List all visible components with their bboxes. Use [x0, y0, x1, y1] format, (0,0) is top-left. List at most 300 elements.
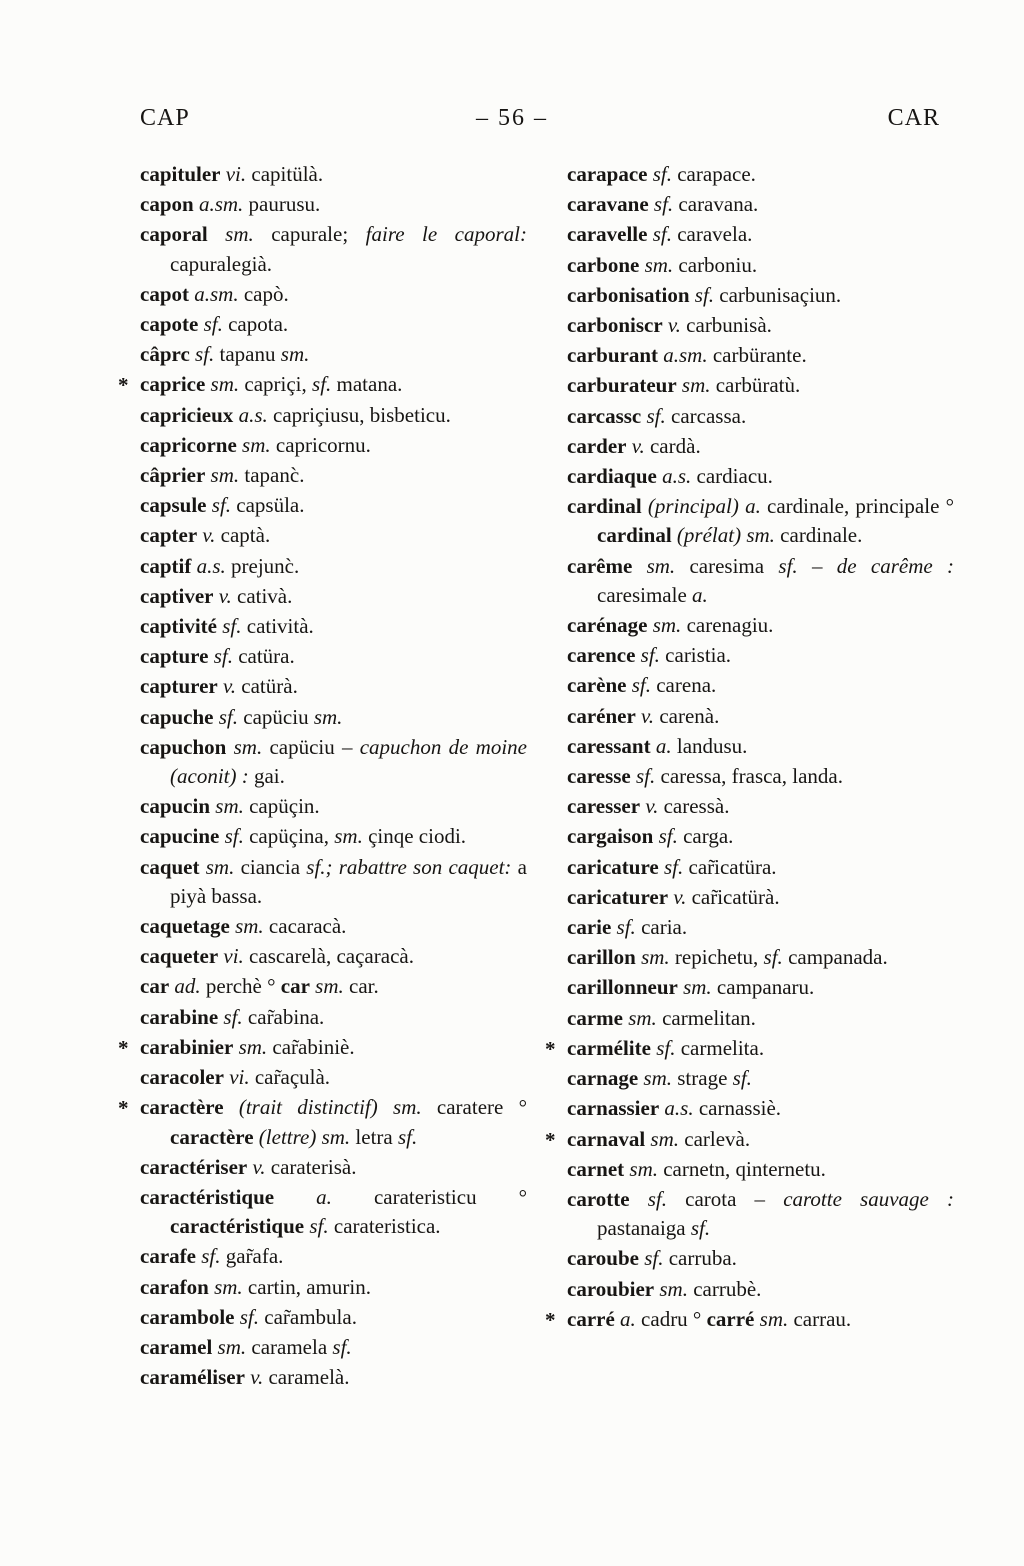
translation-text: catività. — [241, 614, 314, 639]
grammar-abbrev: a.sm. — [658, 343, 708, 368]
dictionary-entry — [140, 972, 527, 1001]
headword: captif — [140, 553, 192, 578]
headword: carnassier — [567, 1096, 660, 1121]
dictionary-entry — [567, 281, 954, 310]
headword: caresser — [567, 794, 641, 819]
headword: carmélite — [567, 1035, 651, 1060]
translation-text: paurusu. — [243, 192, 321, 217]
grammar-abbrev: v. — [635, 703, 655, 728]
dictionary-entry — [567, 792, 954, 821]
dictionary-entry — [567, 973, 954, 1002]
translation-text: repichetu, — [669, 945, 764, 970]
dictionary-entry — [567, 1185, 954, 1243]
grammar-abbrev: v. — [247, 1154, 266, 1179]
headword: capucin — [140, 794, 211, 819]
headword: capituler — [140, 162, 221, 186]
headword: capricorne — [140, 432, 237, 457]
grammar-abbrev: vi. — [223, 1065, 250, 1090]
grammar-abbrev: sf. — [650, 1035, 676, 1060]
headword: capuchon — [140, 734, 227, 759]
translation-text: carateristicu ° — [331, 1184, 528, 1209]
grammar-abbrev: a.s. — [656, 464, 692, 489]
dictionary-entry — [567, 341, 954, 370]
translation-text: tapanu — [214, 342, 281, 367]
translation-text: carapace. — [671, 162, 756, 186]
grammar-abbrev: sf. — [208, 644, 233, 669]
dictionary-entry — [567, 732, 954, 761]
translation-text: car̃abina. — [242, 1004, 325, 1029]
headword: caramel — [140, 1334, 213, 1359]
translation-text: car̃açulà. — [249, 1065, 331, 1090]
headword: cardiaque — [567, 464, 657, 489]
dictionary-entry — [545, 1305, 954, 1334]
grammar-abbrev: sm. — [654, 1276, 688, 1301]
translation-text: car̃icatürà. — [686, 884, 780, 909]
dictionary-entry — [140, 1183, 527, 1241]
translation-text: cartin, amurin. — [242, 1274, 371, 1299]
dictionary-entry — [118, 370, 527, 399]
dictionary-entry — [140, 1003, 527, 1032]
headword: caréner — [567, 703, 636, 728]
grammar-abbrev: sf. — [189, 342, 215, 367]
grammar-abbrev: sm. — [647, 613, 682, 638]
dictionary-entry — [140, 340, 527, 369]
headword: carré — [567, 1306, 615, 1331]
dictionary-entry — [567, 402, 954, 431]
grammar-abbrev: sf. — [304, 1214, 329, 1239]
translation-text: cacaracà. — [263, 914, 347, 939]
headword: carbone — [567, 252, 640, 277]
headword: carotte — [567, 1186, 630, 1211]
dictionary-entry — [567, 641, 954, 670]
headword: capturer — [140, 674, 218, 699]
grammar-abbrev: de carême : — [836, 553, 954, 578]
headword: caractériser — [140, 1154, 248, 1179]
dictionary-entry — [567, 462, 954, 491]
translation-text: cadru ° — [635, 1306, 707, 1331]
translation-text: prejunc̀. — [225, 553, 300, 578]
translation-text: carbunisà. — [680, 313, 772, 338]
grammar-abbrev: sf. — [763, 945, 783, 970]
translation-text: carbunisaçiun. — [714, 282, 842, 307]
dictionary-entry — [567, 1244, 954, 1273]
grammar-abbrev: (lettre) sm. — [253, 1124, 351, 1149]
translation-text: matana. — [331, 372, 403, 397]
grammar-abbrev: v. — [626, 433, 645, 458]
headword: carie — [567, 915, 612, 940]
grammar-abbrev: sf. — [641, 403, 666, 428]
grammar-abbrev: sf. — [648, 192, 674, 217]
grammar-abbrev: sm. — [226, 734, 263, 759]
grammar-abbrev: sf. — [626, 673, 651, 698]
dictionary-entry — [567, 853, 954, 882]
translation-text: captà. — [215, 523, 271, 548]
dictionary-entry — [567, 251, 954, 280]
headword: caravane — [567, 192, 649, 217]
grammar-abbrev: sf. — [397, 1124, 418, 1149]
headword: caporal — [140, 222, 208, 247]
translation-text: caressà. — [658, 794, 730, 819]
dictionary-entry — [567, 1275, 954, 1304]
dictionary-entry — [567, 702, 954, 731]
dictionary-entry — [567, 1064, 954, 1093]
headword: caroubier — [567, 1276, 655, 1301]
page-number: – 56 – — [476, 105, 548, 131]
translation-text: caravela. — [671, 222, 753, 247]
grammar-abbrev: sf. — [778, 553, 798, 578]
translation-text: a piyà bassa. — [170, 854, 527, 908]
translation-text: carateristica. — [328, 1214, 441, 1239]
grammar-abbrev: sm. — [313, 704, 343, 729]
header-guide-word-right: CAR — [887, 105, 940, 131]
grammar-abbrev: sm. — [638, 1066, 672, 1091]
headword: carène — [567, 673, 627, 698]
translation-text: capota. — [222, 312, 289, 337]
translation-text: capitülà. — [246, 162, 324, 186]
grammar-abbrev: sf. — [611, 915, 636, 940]
grammar-abbrev: sf. — [630, 764, 656, 789]
headword: caracoler — [140, 1065, 224, 1090]
grammar-abbrev: v. — [217, 674, 237, 699]
text-columns — [0, 132, 1024, 1393]
grammar-abbrev: sf. — [195, 1244, 221, 1269]
dictionary-entry — [140, 1242, 527, 1271]
headword: caprice — [140, 372, 206, 397]
translation-text: pastanaiga — [597, 1216, 691, 1241]
dictionary-entry — [140, 310, 527, 339]
headword: caqueter — [140, 944, 219, 969]
translation-text: carmelitan. — [656, 1005, 756, 1030]
headword: carafon — [140, 1274, 209, 1299]
dictionary-entry — [140, 642, 527, 671]
translation-text: caratere ° — [421, 1095, 527, 1120]
translation-text: cardà. — [644, 433, 701, 458]
grammar-abbrev: sm. — [210, 794, 244, 819]
translation-text: carga. — [677, 824, 734, 849]
grammar-abbrev: sf. — [206, 493, 232, 518]
translation-text: caravana. — [673, 192, 759, 217]
headword: carnet — [567, 1156, 625, 1181]
dictionary-entry — [140, 1303, 527, 1332]
dictionary-entry — [140, 1363, 527, 1392]
grammar-abbrev: sm. — [334, 824, 363, 849]
headword: caravelle — [567, 222, 648, 247]
grammar-abbrev: sm. — [754, 1306, 789, 1331]
translation-text: letra — [350, 1124, 398, 1149]
grammar-abbrev: sf. — [635, 643, 660, 668]
translation-text: carnetn, qinternetu. — [657, 1156, 826, 1181]
translation-text: carmelita. — [675, 1035, 765, 1060]
headword: carillonneur — [567, 975, 678, 1000]
headword: carnaval — [567, 1126, 646, 1151]
dictionary-entry — [140, 521, 527, 550]
grammar-abbrev: sf. — [219, 824, 244, 849]
grammar-abbrev: a.s. — [233, 402, 268, 427]
headword: capon — [140, 192, 194, 217]
grammar-abbrev: sf. — [234, 1304, 259, 1329]
grammar-abbrev: sm. — [212, 1334, 247, 1359]
translation-text: caramelà. — [263, 1365, 350, 1390]
grammar-abbrev: a. — [650, 733, 672, 758]
grammar-abbrev: sm. — [635, 945, 670, 970]
translation-text: car̃ambula. — [259, 1304, 357, 1329]
headword: carambole — [140, 1304, 235, 1329]
dictionary-entry — [140, 672, 527, 701]
translation-text: caraterisà. — [265, 1154, 357, 1179]
dictionary-entry — [118, 1033, 527, 1062]
translation-text: caresimale — [597, 582, 693, 607]
dictionary-entry — [567, 552, 954, 610]
translation-text: cascarelà, caçaracà. — [243, 944, 414, 969]
translation-text: – — [797, 553, 837, 578]
dictionary-entry — [140, 1063, 527, 1092]
translation-text: carenà. — [654, 703, 720, 728]
dictionary-entry — [567, 822, 954, 851]
dictionary-entry — [567, 492, 954, 550]
grammar-abbrev: v. — [197, 523, 216, 548]
grammar-abbrev: sm. — [645, 1126, 679, 1151]
grammar-abbrev: sm. — [199, 854, 235, 879]
dictionary-entry — [140, 1273, 527, 1302]
headword: captivité — [140, 614, 217, 639]
headword: carme — [567, 1005, 623, 1030]
grammar-abbrev: sf. — [312, 372, 332, 397]
headword: carillon — [567, 945, 636, 970]
translation-text: carena. — [650, 673, 717, 698]
grammar-abbrev: sm. — [280, 342, 310, 367]
dictionary-entry — [567, 371, 954, 400]
dictionary-entry — [567, 913, 954, 942]
translation-text: carrau. — [788, 1306, 852, 1331]
translation-text: gar̃afa. — [220, 1244, 284, 1269]
translation-text: capüciu — [238, 704, 314, 729]
grammar-abbrev: a. — [614, 1306, 636, 1331]
grammar-abbrev: carotte sauvage : — [783, 1186, 954, 1211]
dictionary-entry — [140, 942, 527, 971]
headword: caquetage — [140, 914, 230, 939]
translation-text: caresima — [675, 553, 779, 578]
translation-text: carnassiè. — [693, 1096, 782, 1121]
translation-text: capricornu. — [270, 432, 371, 457]
headword: carboniscr — [567, 313, 663, 338]
dictionary-entry — [140, 733, 527, 791]
grammar-abbrev: sf. — [732, 1066, 752, 1091]
grammar-abbrev: (trait distinctif) sm. — [223, 1095, 422, 1120]
grammar-abbrev: sf. — [647, 162, 672, 186]
dictionary-entry — [140, 280, 527, 309]
headword: captiver — [140, 583, 214, 608]
translation-text: caressa, frasca, landa. — [655, 764, 843, 789]
translation-text: tapanc̀. — [239, 463, 305, 488]
headword: carburant — [567, 343, 658, 368]
dictionary-entry — [567, 1155, 954, 1184]
dictionary-entry — [140, 1333, 527, 1362]
grammar-abbrev: sm. — [639, 252, 674, 277]
translation-text: carbüratù. — [710, 373, 801, 398]
grammar-abbrev: ad. — [169, 974, 201, 999]
grammar-abbrev: sf. — [647, 222, 672, 247]
dictionary-entry — [567, 671, 954, 700]
grammar-abbrev: a.s. — [659, 1096, 694, 1121]
translation-text: car̃icatüra. — [683, 854, 777, 879]
headword: capture — [140, 644, 209, 669]
grammar-abbrev: sm. — [208, 1274, 243, 1299]
headword: carder — [567, 433, 627, 458]
headword: caresse — [567, 764, 631, 789]
grammar-abbrev: sm. — [233, 1034, 268, 1059]
dictionary-entry — [567, 190, 954, 219]
grammar-abbrev: a. — [692, 582, 708, 607]
translation-text: catürà. — [236, 674, 298, 699]
dictionary-entry — [567, 311, 954, 340]
translation-text: capsüla. — [231, 493, 305, 518]
translation-text: cardinale, principale ° — [760, 494, 954, 519]
dictionary-entry — [567, 432, 954, 461]
headword: cardinal — [567, 494, 642, 519]
grammar-abbrev: a. — [274, 1184, 332, 1209]
grammar-abbrev: v. — [662, 313, 681, 338]
grammar-abbrev: sf. — [216, 614, 242, 639]
grammar-abbrev: a.sm. — [193, 192, 244, 217]
translation-text: çinqe ciodi. — [362, 824, 467, 849]
dictionary-entry — [567, 1094, 954, 1123]
grammar-abbrev: sm. — [676, 373, 711, 398]
headword: carabine — [140, 1004, 219, 1029]
headword: capter — [140, 523, 198, 548]
grammar-abbrev: sf. — [658, 854, 684, 879]
grammar-abbrev: vi. — [220, 162, 247, 186]
dictionary-entry — [140, 160, 527, 189]
grammar-abbrev: sf. — [653, 824, 678, 849]
translation-text: cardiacu. — [691, 464, 773, 489]
headword: car — [280, 974, 310, 999]
grammar-abbrev: sm. — [622, 1005, 657, 1030]
dictionary-entry — [140, 582, 527, 611]
grammar-abbrev: (principal) a. — [641, 494, 761, 519]
headword: caroube — [567, 1246, 639, 1271]
translation-text: carcassa. — [665, 403, 747, 428]
headword: capote — [140, 312, 199, 337]
translation-text: caramela — [246, 1334, 333, 1359]
headword: caractéristique — [170, 1214, 305, 1239]
header-guide-word-left: CAP — [140, 105, 190, 131]
headword: carburateur — [567, 373, 677, 398]
translation-text: carruba. — [663, 1246, 737, 1271]
translation-text: capuralegià. — [170, 251, 273, 276]
grammar-abbrev: sf. — [629, 1186, 667, 1211]
grammar-abbrev: sf. — [638, 1246, 664, 1271]
translation-text: catüra. — [232, 644, 295, 669]
headword: caricaturer — [567, 884, 669, 909]
left-column — [118, 160, 528, 1393]
headword: caractère — [140, 1095, 224, 1120]
dictionary-entry — [140, 401, 527, 430]
headword: caressant — [567, 733, 651, 758]
dictionary-entry — [567, 611, 954, 640]
translation-text: cardinale. — [774, 523, 863, 548]
translation-text: capurale; — [253, 222, 366, 247]
asterisk-marker: * — [545, 1127, 556, 1152]
grammar-abbrev: sm. — [677, 975, 712, 1000]
translation-text: carrubè. — [687, 1276, 762, 1301]
dictionary-entry — [545, 1034, 954, 1063]
headword: carapace — [567, 162, 648, 186]
grammar-abbrev: sf. — [689, 282, 715, 307]
dictionary-entry — [140, 220, 527, 278]
translation-text: carlevà. — [679, 1126, 751, 1151]
asterisk-marker: * — [545, 1036, 556, 1061]
headword: caricature — [567, 854, 659, 879]
asterisk-marker: * — [118, 373, 129, 398]
translation-text: carbürante. — [707, 343, 807, 368]
asterisk-marker: * — [545, 1307, 556, 1332]
translation-text: landusu. — [671, 733, 748, 758]
headword: carbonisation — [567, 282, 690, 307]
grammar-abbrev: v. — [213, 583, 232, 608]
dictionary-entry — [545, 1125, 954, 1154]
headword: carré — [706, 1306, 755, 1331]
grammar-abbrev: sf.; rabattre son caquet: — [306, 854, 512, 879]
grammar-abbrev: sf. — [198, 312, 223, 337]
dictionary-entry — [567, 220, 954, 249]
translation-text: capüçin. — [243, 794, 320, 819]
grammar-abbrev: sm. — [624, 1156, 658, 1181]
translation-text: caria. — [635, 915, 688, 940]
translation-text: carboniu. — [673, 252, 758, 277]
translation-text: car̃abiniè. — [267, 1034, 355, 1059]
grammar-abbrev: a.sm. — [189, 281, 239, 306]
dictionary-entry — [140, 190, 527, 219]
translation-text: caristia. — [659, 643, 732, 668]
dictionary-entry — [140, 491, 527, 520]
headword: capsule — [140, 493, 207, 518]
dictionary-entry — [140, 853, 527, 911]
dictionary-entry — [567, 943, 954, 972]
translation-text: campanada. — [782, 945, 888, 970]
translation-text: strage — [672, 1066, 733, 1091]
grammar-abbrev: sf. — [332, 1334, 352, 1359]
headword: câprc — [140, 342, 190, 367]
dictionary-entry — [140, 703, 527, 732]
dictionary-entry — [140, 792, 527, 821]
headword: carême — [567, 553, 633, 578]
translation-text: carota – — [666, 1186, 784, 1211]
translation-text: carenagiu. — [681, 613, 774, 638]
translation-text: capüçina, — [243, 824, 335, 849]
grammar-abbrev: sf. — [213, 704, 239, 729]
grammar-abbrev: sf. — [690, 1216, 711, 1241]
dictionary-entry — [567, 1004, 954, 1033]
grammar-abbrev: sm. — [205, 463, 240, 488]
dictionary-entry — [140, 822, 527, 851]
headword: cardinal — [597, 523, 672, 548]
headword: capot — [140, 281, 189, 306]
dictionary-entry — [567, 762, 954, 791]
grammar-abbrev: sm. — [309, 974, 344, 999]
dictionary-entry — [567, 160, 954, 189]
headword: cargaison — [567, 824, 654, 849]
translation-text: perchè ° — [200, 974, 281, 999]
right-column — [545, 160, 954, 1393]
grammar-abbrev: v. — [244, 1365, 264, 1390]
dictionary-entry — [140, 552, 527, 581]
headword: carcassc — [567, 403, 642, 428]
dictionary-entry — [140, 461, 527, 490]
asterisk-marker: * — [118, 1035, 129, 1060]
asterisk-marker: * — [118, 1096, 129, 1121]
grammar-abbrev: sm. — [205, 372, 240, 397]
headword: caractéristique — [140, 1184, 275, 1209]
